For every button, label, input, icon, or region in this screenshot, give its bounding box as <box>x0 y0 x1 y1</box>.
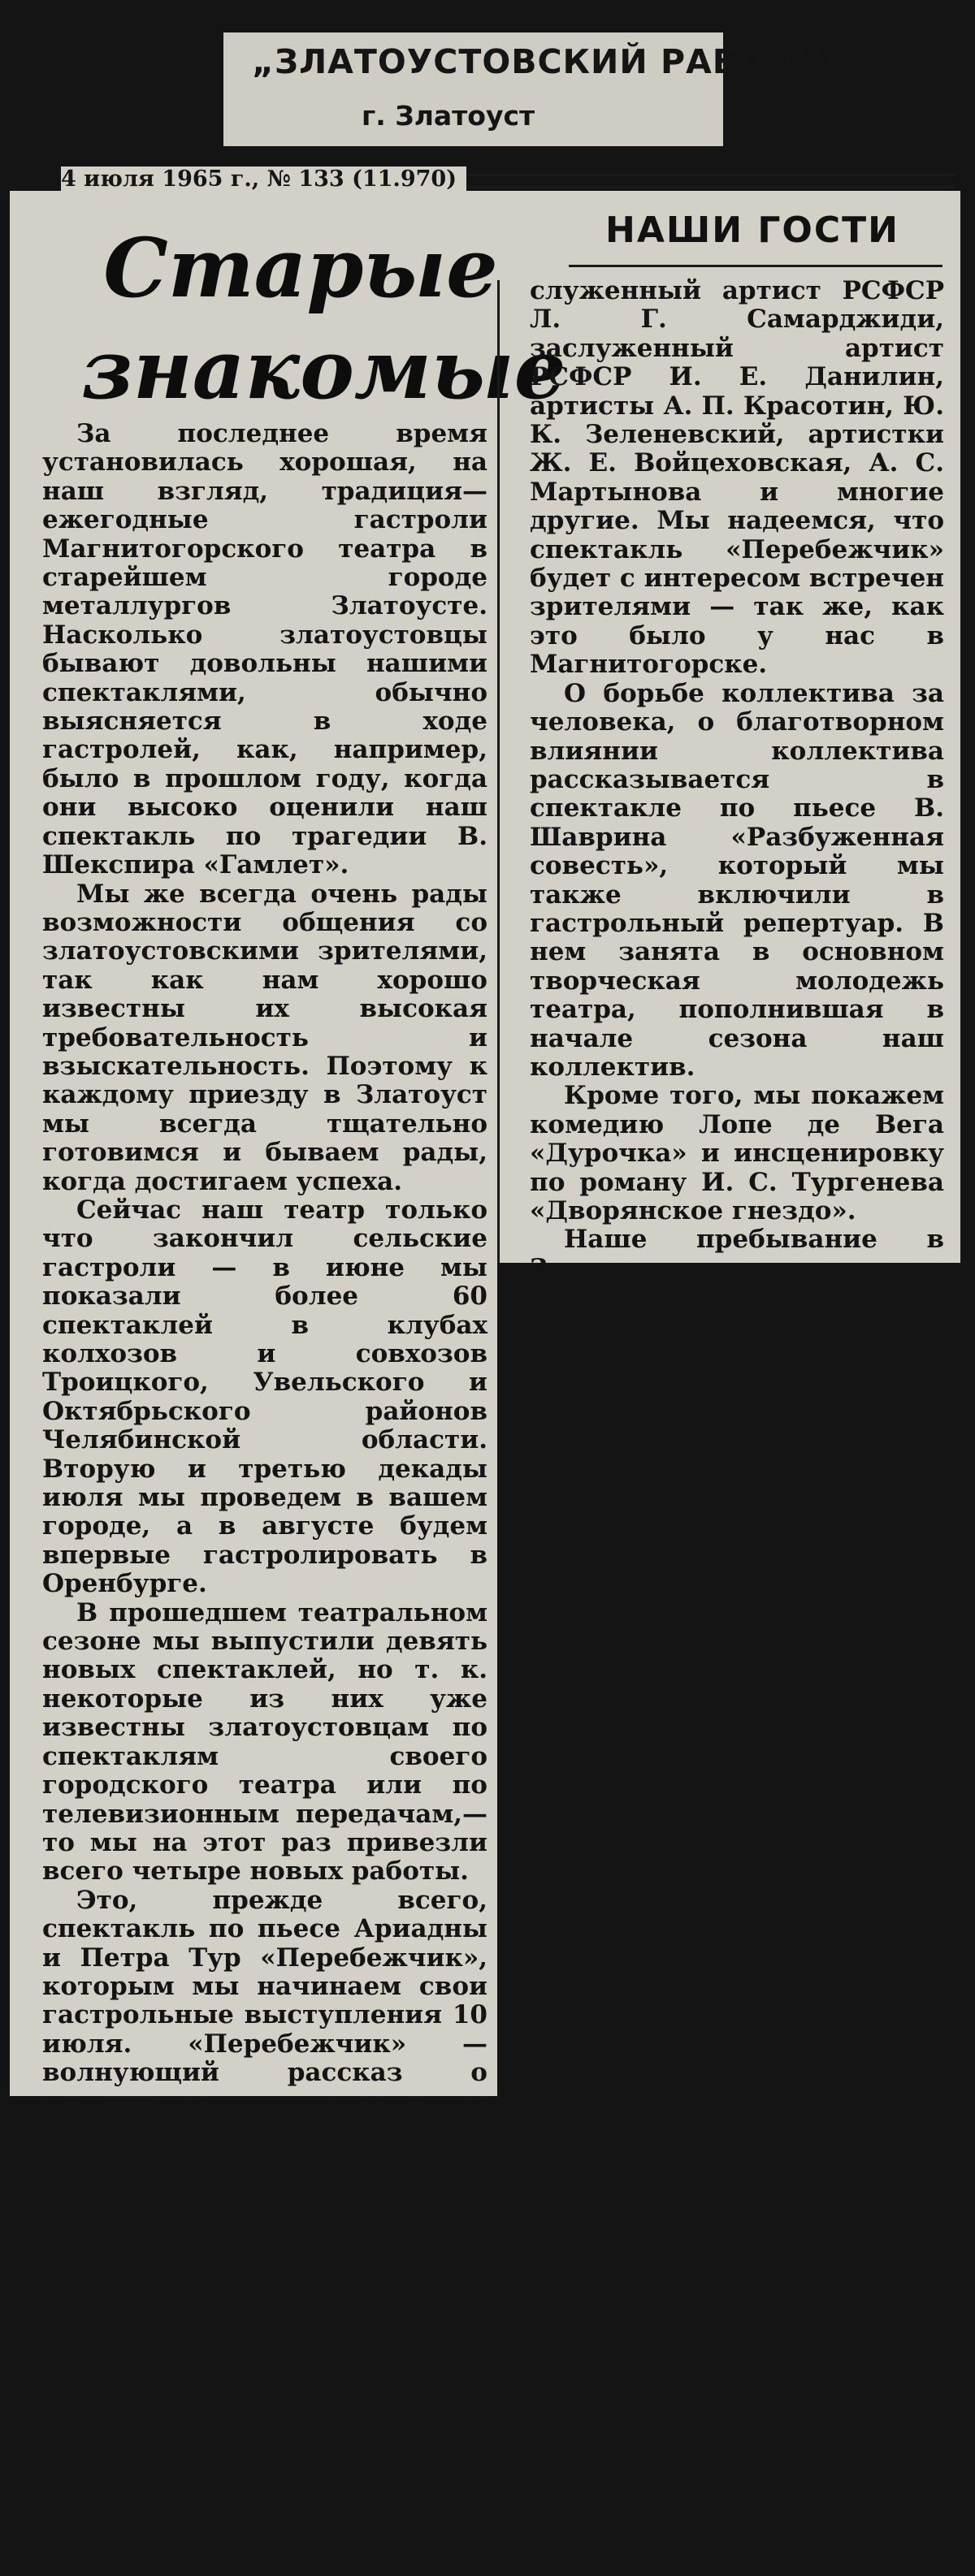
section-rubric: НАШИ ГОСТИ <box>605 210 899 251</box>
article-column-left <box>42 420 488 2576</box>
paragraph: О борьбе коллектива за человека, о благотворном влиянии коллектива рассказывается в спектакле по пьесе В. Шаврина «Разбуженная совесть», который мы также включили в гастрольный репертуар. В нем занята в основном творческая молодежь театра, пополнившая в начале сезона наш коллектив. <box>530 678 944 1082</box>
dateline <box>61 161 955 197</box>
paragraph: Будем надеяться, что так и будет. <box>530 1484 944 1542</box>
column-divider <box>497 280 500 1263</box>
paragraph: В прошедшем театральном сезоне мы выпустили девять новых спектаклей, но т. к. некоторые из них уже известны златоустовцам по спектаклям своего городского театра или по телевизионным передачам,—то мы на этот раз привезли всего четыре новых работы. <box>42 1597 488 1887</box>
newspaper-city: г. Златоуст <box>362 100 535 132</box>
rubric-rule <box>569 265 942 267</box>
article-column-right <box>530 277 944 1692</box>
dateline-rule <box>466 174 955 188</box>
paragraph: Наше пребывание в Златоусте на этот раз кратковременно, и нам очень хочется, чтобы оно прошло на высоком творческом и художественном уровне, при большой активности зрителей. <box>530 1225 944 1485</box>
paragraph: служенный артист РСФСР Л. Г. Самарджиди, заслуженный артист РСФСР И. Е. Данилин, артисты А. П. Красотин, Ю. К. Зеленевский, артистки Ж. Е. Войцеховская, А. С. Мартынова и многие другие. Мы надеемся, что спектакль «Перебежчик» будет с интересом встречен зрителями — так же, как это было у нас в Магнитогорске. <box>530 276 944 680</box>
author-position: директор Магнитогорского драматического театра им. А. С. Пушкина. <box>562 1578 909 1693</box>
paragraph: Сейчас наш театр только что закончил сельские гастроли — в июне мы показали более 60 спектаклей в клубах колхозов и совхозов Троицкого, Увельского и Октябрьского районов Челябинской области. Вторую и третью декады июля мы проведем в вашем городе, а в августе будем впервые гастролировать в Оренбурге. <box>42 1195 488 1599</box>
paragraph: За последнее время установилась хорошая, на наш взгляд, традиция—ежегодные гастроли Магнитогорского театра в старейшем городе металлургов Златоусте. Насколько златоустовцы бывают довольны нашими спектаклями, обычно выясняется в ходе гастролей, как, например, было в прошлом году, когда они высоко оценили наш спектакль по трагедии В. Шекспира «Гамлет». <box>42 419 488 880</box>
article-headline: Старые знакомые <box>81 220 566 417</box>
paragraph: Это, прежде всего, спектакль по пьесе Ариадны и Петра Тур «Перебежчик», которым мы начинаем свои гастрольные выступления 10 июля. «Перебежчик» — волнующий рассказ о высоком интернациональном долге, который выполнила наша героическая армия в годы Великой Отечественной войны, о том, как ненавистна война всем честным людям мира, как тяготились передовые люди Германии обрушившимся на них позором—фашизмом. <box>42 1885 488 2375</box>
paragraph: Кроме того, мы покажем комедию Лопе де Вега «Дурочка» и инсценировку по роману И. С. Тургенева «Дворянское гнездо». <box>530 1081 944 1225</box>
paragraph: Мы же всегда очень рады возможности общения со златоустовскими зрителями, так как нам хорошо известны их высокая требовательность и взыскательность. Поэтому к каждому приезду в Златоуст мы всегда тщательно готовимся и бываем рады, когда достигаем успеха. <box>42 879 488 1196</box>
author-signature: А. ЯРСКИЙ, <box>757 1549 936 1579</box>
paragraph: Роль перебежчика — немецкого штабного офицера играет известный златоустовцам по исполнению роли Гамлета артист В. И. Морозов. В спектакле заняты также за- <box>42 2374 488 2576</box>
newspaper-title: „ЗЛАТОУСТОВСКИЙ РАБОЧИЙ <box>252 42 853 81</box>
issue-dateline: 4 июля 1965 г., № 133 (11.970) <box>61 166 466 192</box>
